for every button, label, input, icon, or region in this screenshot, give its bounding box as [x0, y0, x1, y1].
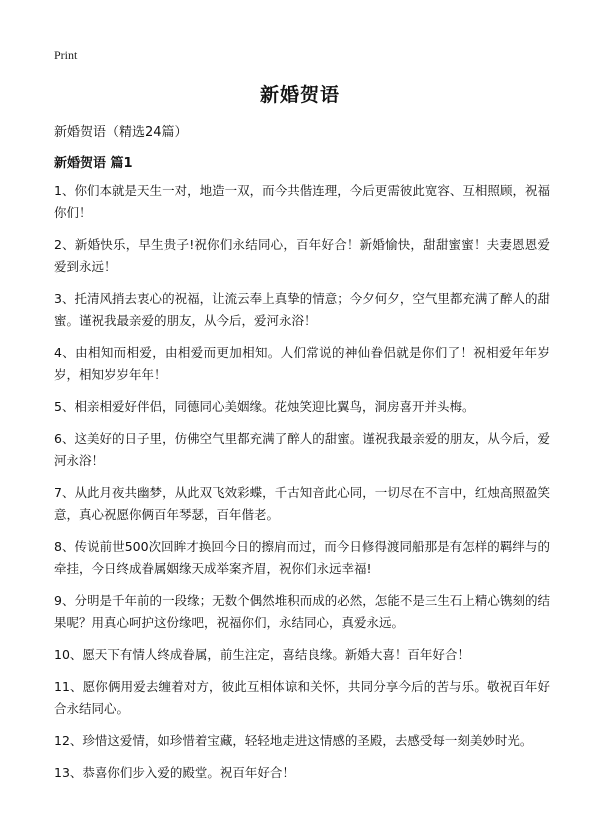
- paragraph-7: 7、从此月夜共幽梦，从此双飞效彩蝶，千古知音此心同，一切尽在不言中，红烛高照盈笑意，真心祝愿你俩百年琴瑟，百年偕老。: [54, 485, 550, 522]
- section-heading: 新婚贺语 篇1: [54, 156, 133, 171]
- paragraph-3: 3、托清风捎去衷心的祝福，让流云奉上真挚的情意；今夕何夕，空气里都充满了醉人的甜蜜。谨祝我最亲爱的朋友，从今后，爱河永浴！: [54, 291, 550, 328]
- page-title: 新婚贺语: [259, 84, 340, 106]
- paragraph-list: [54, 180, 550, 794]
- paragraph-6: 6、这美好的日子里，仿佛空气里都充满了醉人的甜蜜。谨祝我最亲爱的朋友，从今后，爱河永浴！: [54, 431, 550, 468]
- document-subtitle: 新婚贺语（精选24篇）: [54, 125, 188, 140]
- paragraph-1: 1、你们本就是天生一对，地造一双，而今共偕连理，今后更需彼此宽容、互相照顾，祝福你们！: [54, 183, 550, 220]
- print-link[interactable]: Print: [54, 48, 78, 62]
- paragraph-13: 13、恭喜你们步入爱的殿堂。祝百年好合！: [54, 765, 295, 780]
- paragraph-2: 2、新婚快乐，早生贵子!祝你们永结同心，百年好合！新婚愉快，甜甜蜜蜜！夫妻恩恩爱爱到永远！: [54, 237, 550, 274]
- paragraph-5: 5、相亲相爱好伴侣，同德同心美姻缘。花烛笑迎比翼鸟，洞房喜开并头梅。: [54, 399, 475, 414]
- paragraph-8: 8、传说前世500次回眸才换回今日的擦肩而过，而今日修得渡同船那是有怎样的羁绊与的牵挂，今日终成眷属姻缘天成举案齐眉，祝你们永远幸福!: [54, 539, 550, 576]
- paragraph-10: 10、愿天下有情人终成眷属，前生注定，喜结良缘。新婚大喜！百年好合！: [54, 647, 470, 662]
- paragraph-11: 11、愿你俩用爱去缠着对方，彼此互相体谅和关怀，共同分享今后的苦与乐。敬祝百年好合永结同心。: [54, 679, 550, 716]
- paragraph-12: 12、珍惜这爱情，如珍惜着宝藏，轻轻地走进这情感的圣殿，去感受每一刻美妙时光。: [54, 733, 533, 748]
- paragraph-4: 4、由相知而相爱，由相爱而更加相知。人们常说的神仙眷侣就是你们了！祝相爱年年岁岁，相知岁岁年年！: [54, 345, 550, 382]
- paragraph-9: 9、分明是千年前的一段缘；无数个偶然堆积而成的必然，怎能不是三生石上精心镌刻的结果呢？用真心呵护这份缘吧，祝福你们，永结同心，真爱永远。: [54, 593, 550, 630]
